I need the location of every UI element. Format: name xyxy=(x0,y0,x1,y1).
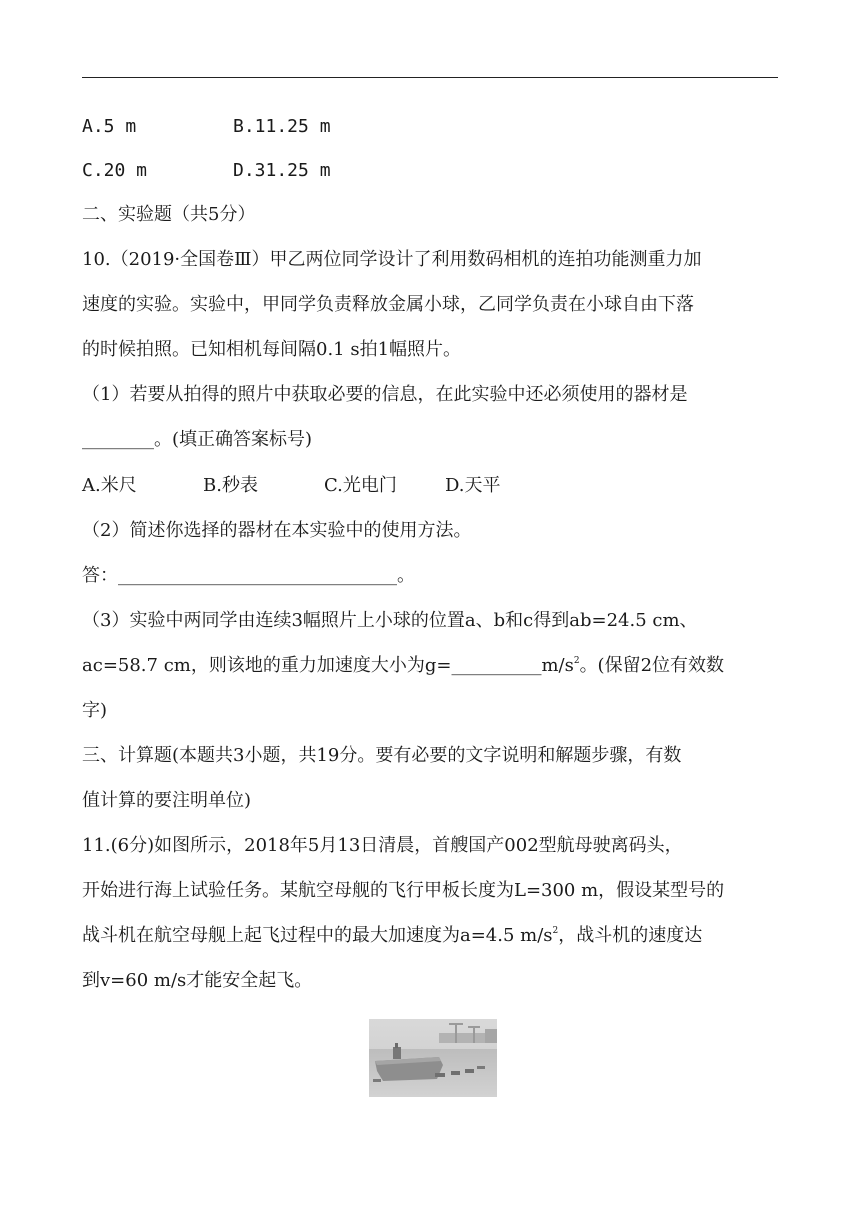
q11-exponent: 2 xyxy=(552,926,559,936)
section-2-title: 二、实验题（共5分） xyxy=(82,204,256,225)
q10-part3-line-2-tail: 。(保留2位有效数 xyxy=(579,655,725,676)
q10-option-a: A.米尺 xyxy=(82,475,137,496)
q11-line-3-tail: ，战斗机的速度达 xyxy=(558,925,703,946)
q9-option-b: B.11.25 m xyxy=(233,116,331,137)
q9-option-d: D.31.25 m xyxy=(233,160,331,181)
aircraft-carrier-photo xyxy=(369,1019,497,1097)
header-rule xyxy=(82,77,778,78)
q10-part3-line-2-text: ac=58.7 cm，则该地的重力加速度大小为g=__________m/s xyxy=(82,655,574,676)
q10-part2-line-1: （2）简述你选择的器材在本实验中的使用方法。 xyxy=(82,520,472,541)
q10-option-c: C.光电门 xyxy=(324,475,397,496)
q11-line-3-text: 战斗机在航空母舰上起飞过程中的最大加速度为a=4.5 m/s xyxy=(82,925,553,946)
q10-line-2: 速度的实验。实验中，甲同学负责释放金属小球，乙同学负责在小球自由下落 xyxy=(82,294,694,315)
q10-line-1: 10.（2019·全国卷Ⅲ）甲乙两位同学设计了利用数码相机的连拍功能测重力加 xyxy=(82,249,702,270)
q10-part3-line-1: （3）实验中两同学由连续3幅照片上小球的位置a、b和c得到ab=24.5 cm、 xyxy=(82,610,698,631)
q11-line-3 xyxy=(82,925,782,947)
q10-part1-line-2: ________。(填正确答案标号) xyxy=(82,429,313,450)
q10-part3-line-3: 字) xyxy=(82,700,108,721)
q10-part1-line-1: （1）若要从拍得的照片中获取必要的信息，在此实验中还必须使用的器材是 xyxy=(82,384,688,405)
q11-line-4: 到v=60 m/s才能安全起飞。 xyxy=(82,970,313,991)
q10-option-b: B.秒表 xyxy=(203,475,258,496)
q10-line-3: 的时候拍照。已知相机每间隔0.1 s拍1幅照片。 xyxy=(82,339,462,360)
q11-line-1: 11.(6分)如图所示，2018年5月13日清晨，首艘国产002型航母驶离码头， xyxy=(82,835,683,856)
section-3-line-1: 三、计算题(本题共3小题，共19分。要有必要的文字说明和解题步骤，有数 xyxy=(82,745,682,766)
q10-part2-answer-blank: 答：_______________________________。 xyxy=(82,565,415,586)
q10-part3-line-2 xyxy=(82,655,782,677)
section-3-line-2: 值计算的要注明单位) xyxy=(82,790,252,811)
q9-option-a: A.5 m xyxy=(82,116,137,137)
q9-option-c: C.20 m xyxy=(82,160,148,181)
q10-part3-exponent: 2 xyxy=(573,656,580,666)
q10-option-d: D.天平 xyxy=(445,475,501,496)
q11-line-2: 开始进行海上试验任务。某航空母舰的飞行甲板长度为L=300 m，假设某型号的 xyxy=(82,880,725,901)
